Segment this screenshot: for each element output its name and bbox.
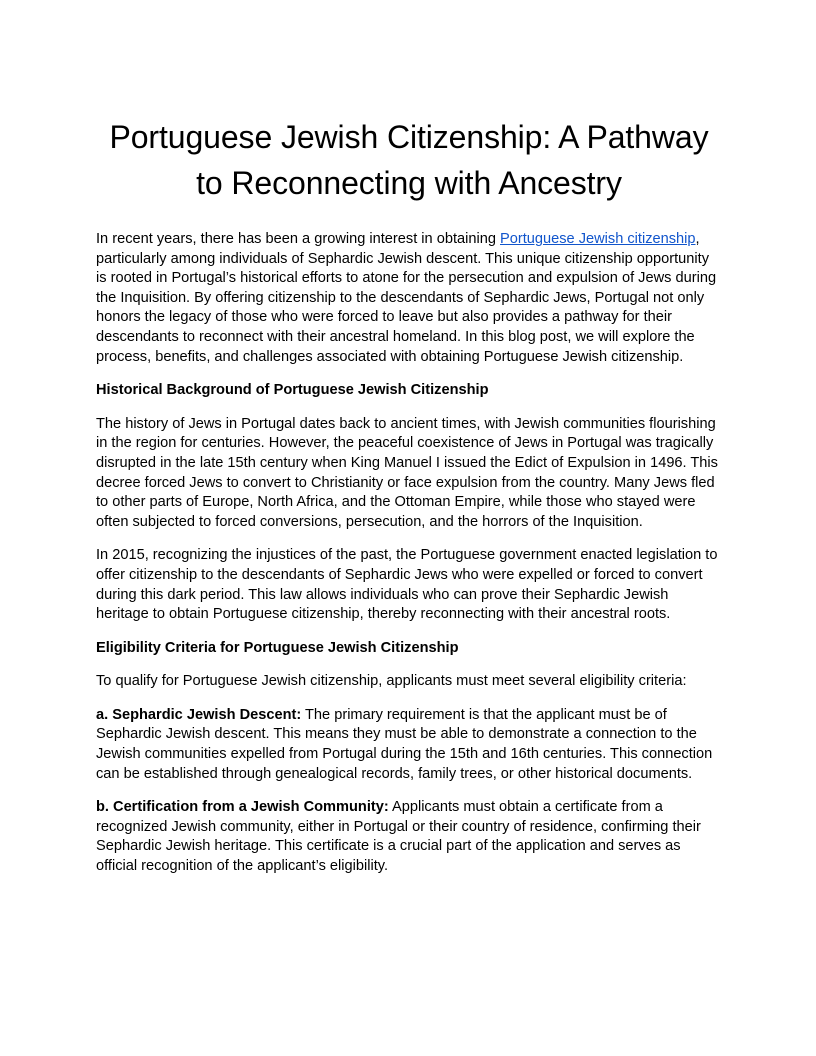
document-page [96, 114, 722, 891]
history-heading: Historical Background of Portuguese Jewish Citizenship [96, 382, 489, 399]
intro-paragraph [96, 230, 722, 367]
criterion-label: b. Certification from a Jewish Community: [96, 799, 389, 816]
history-paragraph-1: The history of Jews in Portugal dates back to ancient times, with Jewish communities flourishing in the region for centuries. However, the peaceful coexistence of Jews in Portugal was tragically disrupted in the late 15th century when King Manuel I issued the Edict of Expulsion in 1496. This decree forced Jews to convert to Christianity or face expulsion from the country. Many Jews fled to other parts of Europe, North Africa, and the Ottoman Empire, while those who stayed were often subjected to forced conversions, persecution, and the horrors of the Inquisition. [96, 415, 718, 530]
page-title: Portuguese Jewish Citizenship: A Pathway to Reconnecting with Ancestry [109, 119, 709, 201]
citizenship-link[interactable]: Portuguese Jewish citizenship [500, 231, 696, 247]
criterion-text: Applicants must obtain a certificate from a recognized Jewish community, either in Portugal or their country of residence, confirming their Sephardic Jewish heritage. This certificate is a crucial part of the application and serves as official recognition of the applicant’s eligibility. [96, 799, 701, 875]
criterion-text: The primary requirement is that the applicant must be of Sephardic Jewish descent. This means they must be able to demonstrate a connection to the Jewish communities expelled from Portugal during the 15th and 16th centuries. This connection can be established through genealogical records, family trees, or other historical documents. [96, 706, 713, 782]
eligibility-intro: To qualify for Portuguese Jewish citizenship, applicants must meet several eligibility criteria: [96, 673, 687, 690]
intro-text-before-link: In recent years, there has been a growing interest in obtaining [96, 231, 501, 247]
eligibility-heading: Eligibility Criteria for Portuguese Jewish Citizenship [96, 639, 459, 656]
history-paragraph-2: In 2015, recognizing the injustices of the past, the Portuguese government enacted legislation to offer citizenship to the descendants of Sephardic Jews who were expelled or forced to convert during this dark period. This law allows individuals who can prove their Sephardic Jewish heritage to obtain Portuguese citizenship, thereby reconnecting with their ancestral roots. [96, 547, 718, 623]
intro-text-after-link: , particularly among individuals of Sephardic Jewish descent. This unique citizenship opportunity is rooted in Portugal’s historical efforts to atone for the persecution and expulsion of Jews during the Inquisition. By offering citizenship to the descendants of Sephardic Jews, Portugal not only honors the legacy of those who were forced to leave but also provides a pathway for their descendants to reconnect with their ancestral homeland. In this blog post, we will explore the process, benefits, and challenges associated with obtaining Portuguese Jewish citizenship. [96, 231, 717, 365]
criterion-certification [96, 798, 722, 876]
criterion-label: a. Sephardic Jewish Descent: [96, 706, 302, 723]
criterion-descent [96, 706, 722, 784]
